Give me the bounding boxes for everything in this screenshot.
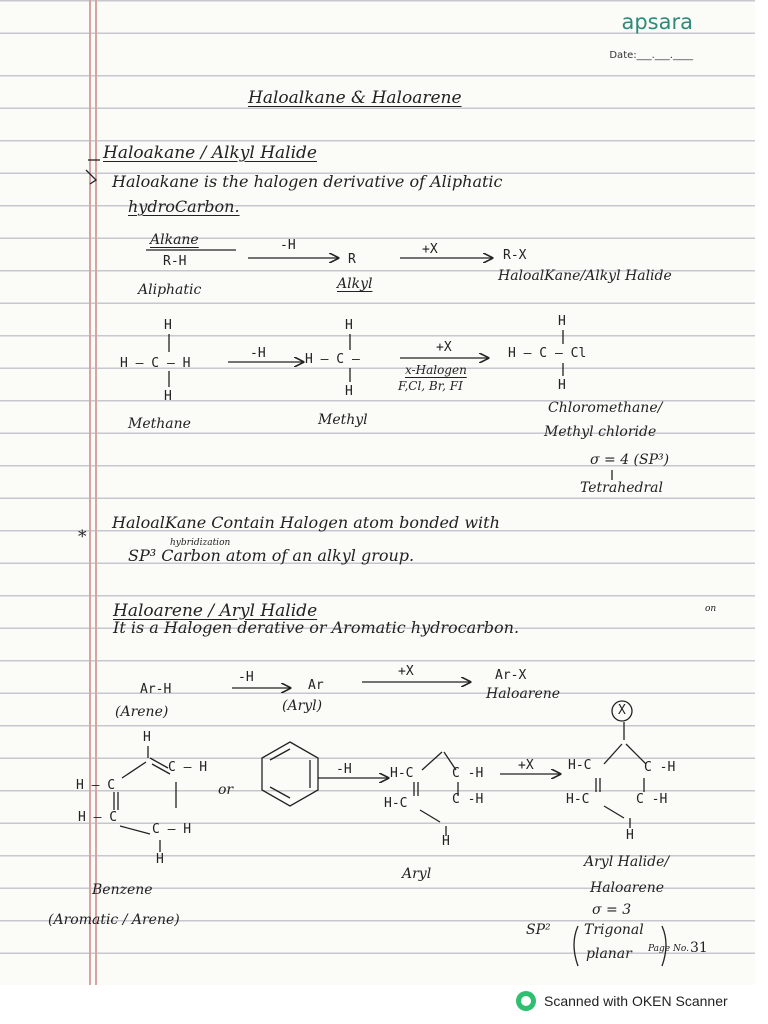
aryl-label: (Aryl) — [282, 698, 323, 714]
methane-label: Methane — [128, 416, 191, 432]
superscript-note: hybridization — [170, 538, 231, 548]
brand-logo: apsara — [621, 10, 693, 34]
definition-line: hydroCarbon. — [128, 197, 240, 216]
arrow-label: -H — [280, 238, 296, 253]
alkane-formula: R-H — [163, 254, 187, 269]
atom-h: H — [345, 384, 353, 399]
atom-h: H — [442, 834, 450, 849]
atom-h: H — [164, 318, 172, 333]
geometry-label: Tetrahedral — [580, 480, 663, 496]
scanner-text: Scanned with OKEN Scanner — [544, 993, 728, 1009]
methyl-label: Methyl — [318, 412, 368, 428]
aryl-halide-label: Aryl Halide/ — [584, 854, 670, 870]
aryl-left: H-C — [390, 766, 414, 781]
aryl-struct-label: Aryl — [402, 866, 432, 882]
halogen-atom: X — [618, 703, 626, 718]
benzene-left: H — C — [76, 778, 116, 793]
chloromethane-row: H — C — Cl — [508, 346, 587, 361]
product-label: HaloalKane/Alkyl Halide — [498, 268, 672, 284]
atom-h: H — [558, 378, 566, 393]
product-formula: R-X — [503, 248, 527, 263]
or-label: or — [218, 782, 234, 798]
geometry-label: planar — [586, 946, 632, 962]
atom-h: H — [558, 314, 566, 329]
note-line: HaloalKane Contain Halogen atom bonded with — [112, 513, 500, 532]
product-formula: Ar-X — [495, 668, 527, 683]
halogen-note: F,Cl, Br, FI — [398, 379, 463, 393]
methane-row: H — C — H — [120, 356, 191, 371]
aryl-left: H-C — [384, 796, 408, 811]
benzene-label: Benzene — [92, 882, 153, 898]
definition-line: It is a Halogen derative or Aromatic hydrocarbon. — [113, 618, 520, 637]
benzene-right: C — H — [152, 822, 192, 837]
sigma-bond-count: σ = 3 — [592, 902, 632, 918]
definition-line: Haloakane is the halogen derivative of Aliphatic — [112, 172, 503, 191]
aryl-right: C -H — [452, 766, 484, 781]
arrow-label: -H — [336, 762, 352, 777]
halogen-note: x-Halogen — [405, 363, 467, 377]
arrow-label: -H — [238, 670, 254, 685]
oken-logo-icon — [516, 991, 536, 1011]
aryl-halide-right: C -H — [644, 760, 676, 775]
atom-h: H — [164, 389, 172, 404]
atom-h: H — [143, 730, 151, 745]
atom-h: H — [626, 828, 634, 843]
alkyl-formula: R — [348, 252, 356, 267]
alkane-label: Alkane — [150, 232, 199, 248]
hybridization-label: SP² — [526, 922, 551, 938]
page-number-label: Page No. — [648, 944, 689, 954]
geometry-label: Trigonal — [584, 922, 644, 938]
arene-formula: Ar-H — [140, 682, 172, 697]
chloromethane-label: Chloromethane/ — [548, 400, 663, 416]
arene-label: (Arene) — [115, 704, 169, 720]
aryl-halide-label: Haloarene — [590, 880, 665, 896]
aryl-right: C -H — [452, 792, 484, 807]
atom-h: H — [345, 318, 353, 333]
section-heading-haloalkane: Haloakane / Alkyl Halide — [103, 143, 317, 163]
arrow-label: +X — [422, 242, 438, 257]
atom-h: H — [156, 852, 164, 867]
aryl-halide-left: H-C — [566, 792, 590, 807]
superscript-note: on — [705, 604, 717, 614]
star-bullet: * — [78, 527, 87, 547]
note-line: SP³ Carbon atom of an alkyl group. — [128, 546, 415, 565]
benzene-left: H — C — [78, 810, 118, 825]
scanner-footer — [516, 990, 728, 1012]
alkyl-label: Alkyl — [337, 276, 373, 292]
aryl-formula: Ar — [308, 678, 324, 693]
methyl-row: H — C — — [305, 352, 360, 367]
aliphatic-label: Aliphatic — [138, 282, 202, 298]
arrow-label: +X — [398, 664, 414, 679]
arrow-label: -H — [250, 346, 266, 361]
product-label: Haloarene — [486, 686, 561, 702]
page-number: 31 — [690, 940, 708, 956]
chloromethane-label: Methyl chloride — [544, 424, 657, 440]
benzene-right: C — H — [168, 760, 208, 775]
arrow-label: +X — [436, 340, 452, 355]
aryl-halide-right: C -H — [636, 792, 668, 807]
aryl-halide-left: H-C — [568, 758, 592, 773]
section-heading-haloarene: Haloarene / Aryl Halide — [113, 601, 318, 621]
date-field: Date:___.___.____ — [609, 50, 693, 61]
arrow-label: +X — [518, 758, 534, 773]
halogen-circle — [612, 701, 632, 721]
sigma-bond-count: σ = 4 (SP³) — [590, 452, 670, 468]
page-title: Haloalkane & Haloarene — [248, 88, 462, 108]
benzene-sub-label: (Aromatic / Arene) — [48, 912, 180, 928]
